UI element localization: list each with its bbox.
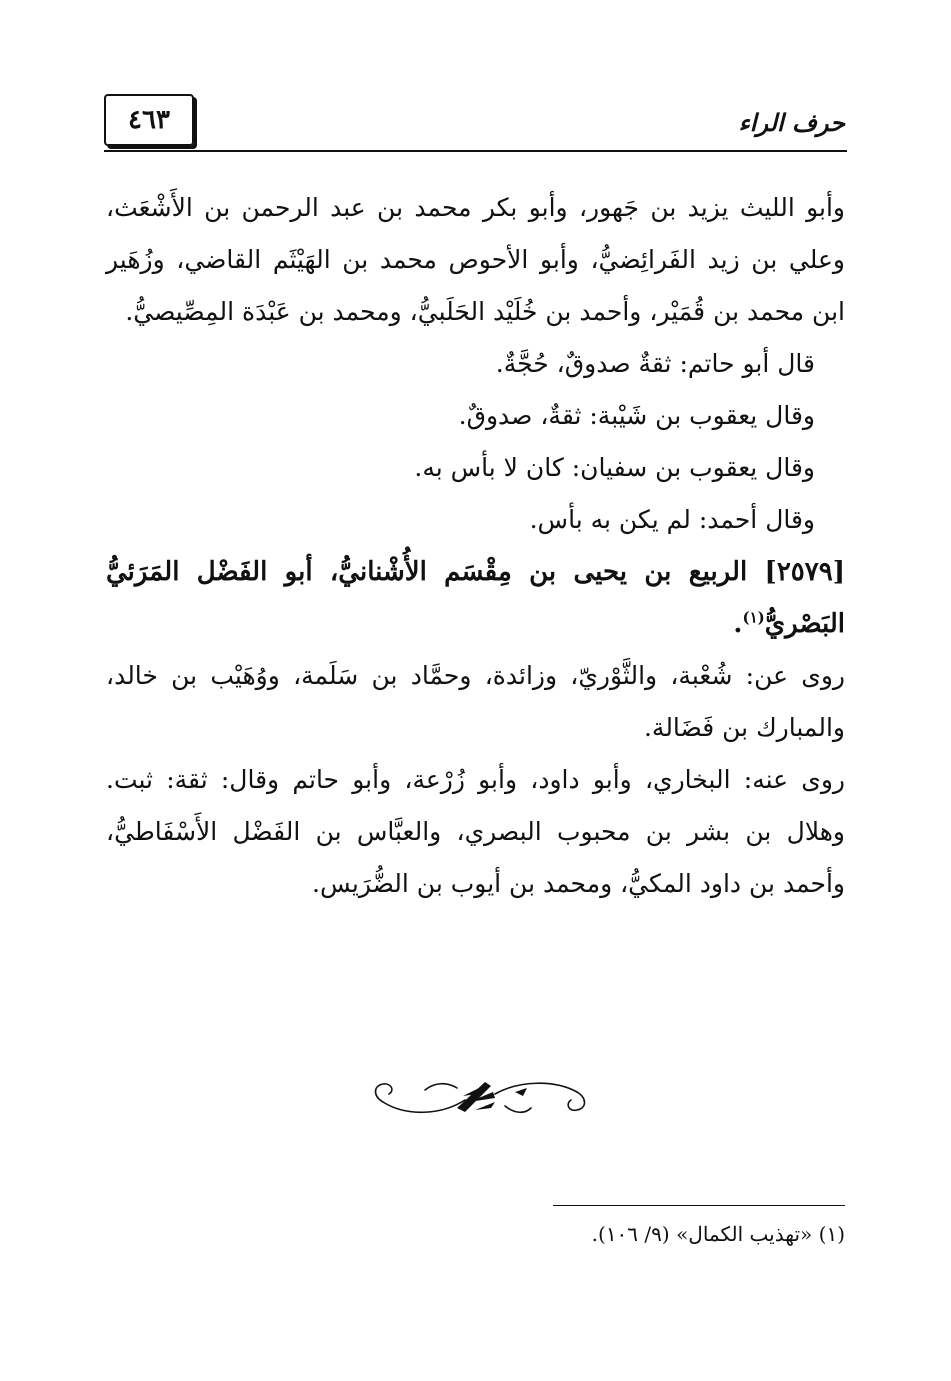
running-title: حرف الراء [738, 108, 845, 137]
footnote-1: (١) «تهذيب الكمال» (٩/ ١٠٦). [591, 1222, 845, 1246]
entry-heading-tail: . [733, 609, 743, 639]
paragraph-narrated-by: روى عنه: البخاري، وأبو داود، وأبو زُرْعة، وأبو حاتم وقال: ثقة: ثبت. وهلال بن بشر بن محبوب البصري، والعبَّاس بن الفَضْل الأَسْفَاطيُّ، وأحمد بن داود المكيُّ، ومحمد بن أيوب بن الضُّرَيس. [106, 765, 845, 898]
header-rule [104, 150, 847, 152]
entry-heading-text: [٢٥٧٩] الربيع بن يحيى بن مِقْسَم الأُشْنانيُّ، أبو الفَضْل المَرَئيُّ البَصْريُّ [106, 557, 845, 639]
paragraph-yaqub-sufyan: وقال يعقوب بن سفيان: كان لا بأس به. [414, 453, 815, 482]
entry-heading [106, 546, 845, 650]
paragraph-ahmad: وقال أحمد: لم يكن به بأس. [529, 505, 815, 534]
ornament-divider [365, 1072, 595, 1122]
footnote-rule [553, 1205, 845, 1206]
paragraph-narrated-from: روى عن: شُعْبة، والثَّوْريّ، وزائدة، وحمَّاد بن سَلَمة، ووُهَيْب بن خالد، والمبارك بن فَضَالة. [106, 661, 845, 742]
page-number: ٤٦٣ [104, 94, 194, 146]
paragraph-narrators: وأبو الليث يزيد بن جَهور، وأبو بكر محمد بن عبد الرحمن بن الأَشْعَث، وعلي بن زيد الفَرائِضيُّ، وأبو الأحوص محمد بن الهَيْثَم القاضي، وزُهَير ابن محمد بن قُمَيْر، وأحمد بن خُلَيْد الحَلَبيُّ، ومحمد بن عَبْدَة المِصِّيصيُّ. [106, 193, 845, 326]
footnote-marker[interactable]: (١) [742, 608, 765, 627]
main-text [106, 182, 845, 910]
paragraph-abu-hatim: قال أبو حاتم: ثقةٌ صدوقٌ، حُجَّةٌ. [495, 349, 815, 378]
paragraph-yaqub-shayba: وقال يعقوب بن شَيْبة: ثقةٌ، صدوقٌ. [458, 401, 815, 430]
